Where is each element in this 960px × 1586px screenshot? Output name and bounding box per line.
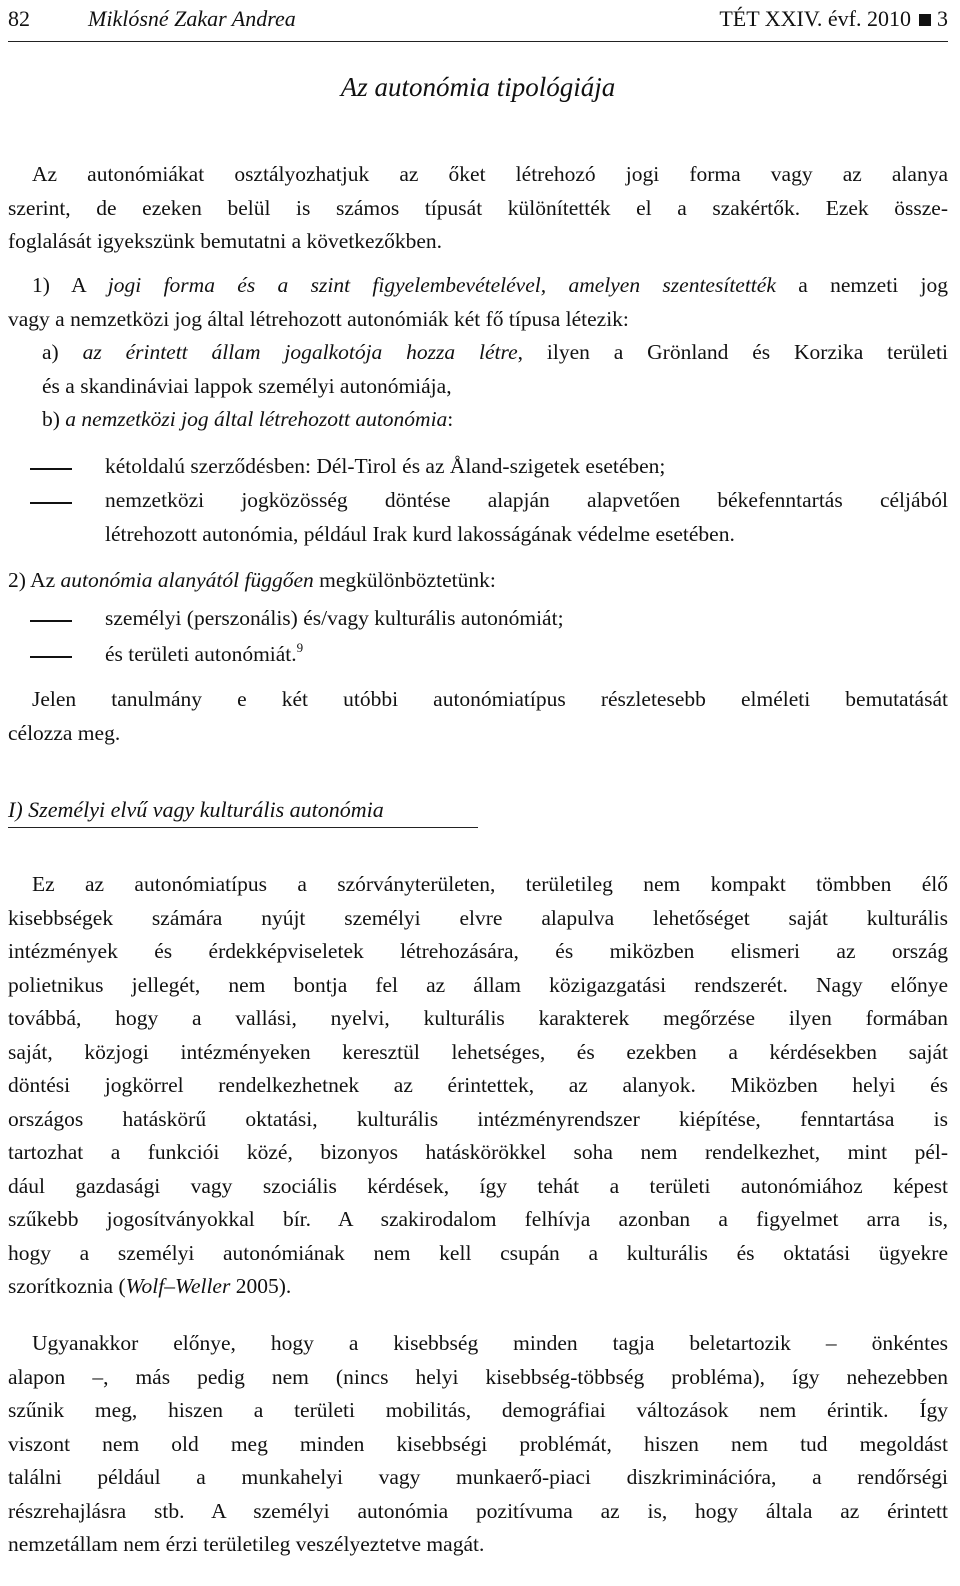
text-line: szűnik meg, hiszen a területi mobilitás, demográfiai változások nem érintik. Így xyxy=(8,1398,948,1422)
body-paragraph-2 xyxy=(8,1327,948,1562)
header-author: Miklósné Zakar Andrea xyxy=(88,6,296,31)
text-line: Ez az autonómiatípus a szórványterületen, területileg nem kompakt tömbben élő xyxy=(32,872,948,896)
text-line: Ugyanakkor előnye, hogy a kisebbség minden tagja beletartozik – önkéntes xyxy=(32,1331,948,1355)
heading-underline xyxy=(8,827,478,828)
text-line: intézmények és érdekképviseletek létrehozására, és miközben elismeri az ország xyxy=(8,939,948,963)
issue-number: 3 xyxy=(937,6,948,31)
header-rule xyxy=(8,41,948,42)
list-item-1b xyxy=(42,403,948,437)
text-line: létrehozott autonómia, például Irak kurd lakosságának védelme esetében. xyxy=(105,521,735,546)
text-line: szorítkoznia (Wolf–Weller 2005). xyxy=(8,1274,292,1298)
text-line: hogy a személyi autonómiának nem kell csupán a kulturális és oktatási ügyekre xyxy=(8,1240,948,1265)
dash-bullet-icon xyxy=(30,468,72,470)
sub-item-1 xyxy=(105,450,948,484)
sub-item-3 xyxy=(105,602,948,636)
text-line: foglalását igyekszünk bemutatni a következőkben. xyxy=(8,229,443,253)
header-journal xyxy=(719,6,948,32)
list-item-2 xyxy=(8,564,948,598)
text-line: nemzetállam nem érzi területileg veszélyeztetve magát. xyxy=(8,1532,485,1556)
text-line: országos hatáskörű oktatási, kulturális intézményrendszer kiépítése, fenntartása is xyxy=(8,1106,948,1131)
text-line: Jelen tanulmány e két utóbbi autonómiatípus részletesebb elméleti bemutatását xyxy=(32,687,948,711)
footnote-marker: 9 xyxy=(296,640,304,655)
text-line: dául gazdasági vagy szociális kérdések, így tehát a területi autonómiához képest xyxy=(8,1173,948,1198)
text-line: 1) A jogi forma és a szint figyelembevételével, amelyen szentesítették a nemzeti jog xyxy=(32,273,948,297)
text-line: kisebbségek számára nyújt személyi elvre alapulva lehetőséget saját kulturális xyxy=(8,905,948,930)
closing-paragraph xyxy=(8,683,948,750)
dash-bullet-icon xyxy=(30,502,72,504)
text-line: vagy a nemzetközi jog által létrehozott autonómiák két fő típusa létezik: xyxy=(8,306,629,331)
list-item-1 xyxy=(8,269,948,336)
text-line: szerint, de ezeken belül is számos típusát különítették el a szakértők. Ezek össze- xyxy=(8,195,948,220)
text-line: és területi autonómiát.$^9$ xyxy=(105,640,304,666)
body-paragraph-1 xyxy=(8,868,948,1304)
text-line: személyi (perszonális) és/vagy kulturális autonómiát; xyxy=(105,606,564,630)
dash-bullet-icon xyxy=(30,620,72,622)
subsection-heading: I) Személyi elvű vagy kulturális autonómia xyxy=(8,797,478,828)
square-bullet-icon xyxy=(919,14,931,26)
text-line: nemzetközi jogközösség döntése alapján alapvetően békefenntartás céljából xyxy=(105,488,948,512)
text-line: polietnikus jellegét, nem bontja fel az állam közigazgatási rendszerét. Nagy előnye xyxy=(8,972,948,997)
text-line: szűkebb jogosítványokkal bír. A szakirodalom felhívja azonban a figyelmet arra is, xyxy=(8,1207,948,1231)
text-line: viszont nem old meg minden kisebbségi problémát, hiszen nem tud megoldást xyxy=(8,1431,948,1456)
text-line: továbbá, hogy a vallási, nyelvi, kulturális karakterek megőrzése ilyen formában xyxy=(8,1006,948,1030)
text-line: alapon –, más pedig nem (nincs helyi kisebbség-többség probléma), így nehezebben xyxy=(8,1364,948,1389)
text-line: tartozhat a funkciói közé, bizonyos hatáskörökkel soha nem rendelkezhet, mint pél- xyxy=(8,1140,948,1164)
text-line: Az autonómiákat osztályozhatjuk az őket létrehozó jogi forma vagy az alanya xyxy=(32,162,948,186)
running-header xyxy=(8,6,948,34)
journal-name: TÉT XXIV. évf. 2010 xyxy=(719,6,911,31)
sub-item-2 xyxy=(105,484,948,551)
intro-paragraph xyxy=(8,158,948,259)
text-line: a) az érintett állam jogalkotója hozza létre, ilyen a Grönland és Korzika területi xyxy=(42,340,949,364)
text-line: saját, közjogi intézményeken keresztül lehetséges, és ezekben a kérdésekben saját xyxy=(8,1039,948,1064)
section-title: Az autonómia tipológiája xyxy=(340,72,616,102)
text-line: és a skandináviai lappok személyi autonómiája, xyxy=(42,373,452,398)
text-line: b) a nemzetközi jog által létrehozott autonómia: xyxy=(42,407,454,431)
text-line: részrehajlásra stb. A személyi autonómia pozitívuma az is, hogy általa az érintett xyxy=(8,1498,948,1523)
sub-item-4 xyxy=(105,638,948,672)
text-line: célozza meg. xyxy=(8,720,121,745)
citation: Wolf–Weller xyxy=(125,1274,231,1298)
text-line: találni például a munkahelyi vagy munkaerő-piaci diszkriminációra, a rendőrségi xyxy=(8,1465,948,1489)
page-number: 82 xyxy=(8,6,30,31)
dash-bullet-icon xyxy=(30,656,72,658)
text-line: 2) Az autonómia alanyától függően megkülönböztetünk: xyxy=(8,568,496,592)
text-line: kétoldalú szerződésben: Dél-Tirol és az Åland-szigetek esetében; xyxy=(105,454,666,478)
text-line: döntési jogkörrel rendelkezhetnek az érintettek, az alanyok. Miközben helyi és xyxy=(8,1073,948,1097)
list-item-1a xyxy=(42,336,948,403)
